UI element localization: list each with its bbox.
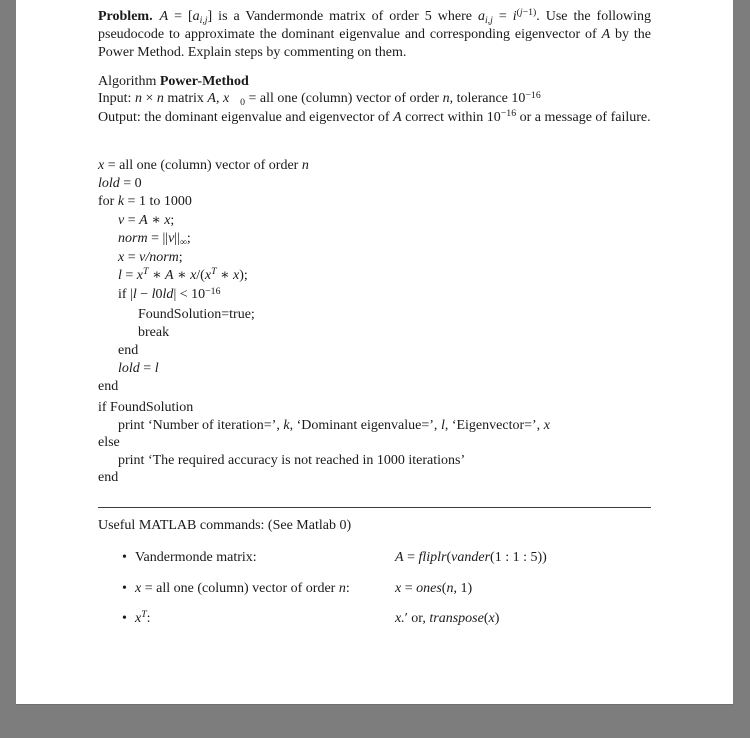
- code-line: end: [98, 379, 119, 395]
- matlab-item: [98, 549, 658, 566]
- code-line: if FoundSolution: [98, 400, 194, 415]
- bullet-icon: •: [122, 611, 127, 626]
- horizontal-rule: [98, 507, 651, 508]
- bullet-icon: •: [122, 550, 127, 565]
- code-line: print ‘Number of iteration=’, k, ‘Dominant eigenvalue=’, l, ‘Eigenvector=’, x: [118, 417, 550, 433]
- algorithm-title: Algorithm Power-Method: [98, 74, 249, 89]
- code-line: break: [138, 324, 170, 340]
- code-line: for k = 1 to 1000: [98, 194, 192, 210]
- matlab-item-command: A = fliplr(vander(1 : 1 : 5)): [395, 550, 547, 565]
- algorithm-input-line: Input: n × n matrix A, x⃗0 = all one (column) vector of order n, tolerance $10^{-16}$: [98, 89, 541, 109]
- code-line: end: [118, 343, 139, 359]
- algorithm-output-line: Output: the dominant eigenvalue and eigenvector of A correct within $10^{-16}$ or a message of failure.: [98, 107, 651, 125]
- matlab-item: [98, 610, 658, 628]
- matlab-item-label: $x^T$:: [135, 609, 151, 626]
- code-line: else: [98, 435, 120, 451]
- algorithm-section: [98, 73, 651, 127]
- code-line: print ‘The required accuracy is not reached in 1000 iterations’: [118, 452, 466, 468]
- matlab-item: [98, 580, 658, 597]
- code-line: x = all one (column) vector of order n: [98, 158, 309, 173]
- pseudocode-block: [98, 157, 651, 397]
- matlab-item-command: x.′ or, transpose(x): [395, 611, 500, 626]
- code-line: norm = ||v||∞;: [118, 230, 191, 248]
- matlab-item-label: Vandermonde matrix:: [135, 550, 257, 565]
- matlab-item-label: x = all one (column) vector of order n:: [135, 581, 350, 596]
- code-line: lold = 0: [98, 176, 142, 192]
- result-branch-block: [98, 399, 651, 487]
- bullet-icon: •: [122, 581, 127, 596]
- matlab-item-command: x = ones(n, 1): [395, 581, 473, 596]
- code-line: x = v/norm;: [118, 250, 183, 266]
- document-page: [16, 0, 733, 705]
- code-line: v = A ∗ x;: [118, 212, 175, 228]
- code-line: if $|l - l0ld| < 10^{-16}$: [118, 285, 221, 303]
- matlab-commands-heading: Useful MATLAB commands: (See Matlab 0): [98, 518, 352, 533]
- problem-paragraph: Problem. A = [ai,j] is a Vandermonde matrix of order 5 where $ai,j = i^{(j-1)}$. Use the following pseudocode to approximate the dominant eigenvalue and corresponding eigenvector of A by the Power Method. Explain steps by commenting on them.: [98, 7, 651, 60]
- code-line: end: [98, 470, 119, 486]
- code-line: $l = x^T$ ∗ A ∗ $x/(x^T$ ∗ x);: [118, 266, 248, 284]
- code-line: FoundSolution=true;: [138, 306, 255, 322]
- code-line: lold = l: [118, 361, 159, 377]
